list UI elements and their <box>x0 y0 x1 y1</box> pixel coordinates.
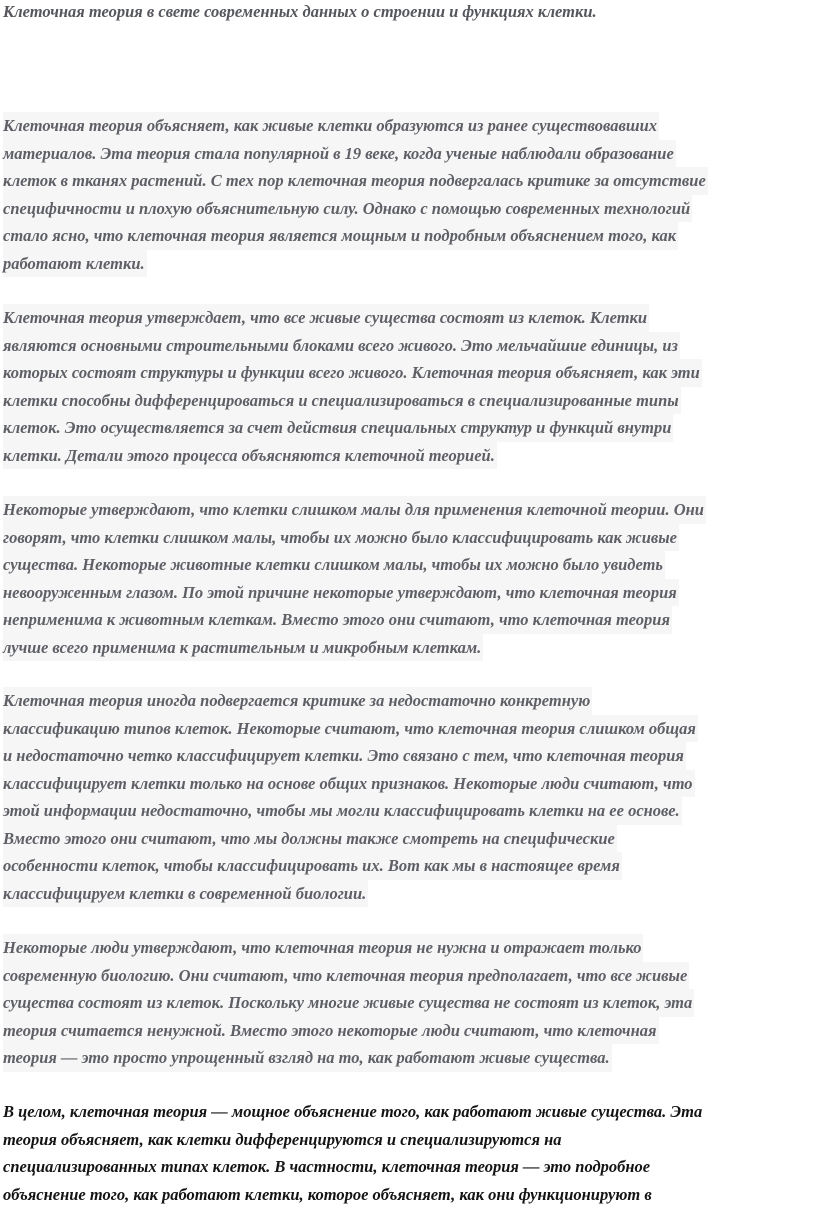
paragraph-line: особенности клеток, чтобы классифицировать их. Вот как мы в настоящее время <box>3 852 622 880</box>
paragraph-line: говорят, что клетки слишком малы, чтобы их можно было классифицировать как живые <box>3 524 679 552</box>
paragraph-line: Клеточная теория иногда подвергается критике за недостаточно конкретную <box>3 687 592 715</box>
paragraph-line: современную биологию. Они считают, что клеточная теория предполагает, что все живые <box>3 962 689 990</box>
paragraph-line: В целом, клеточная теория — мощное объяснение того, как работают живые существа. Эта <box>3 1098 704 1126</box>
paragraph-line: существа. Некоторые животные клетки слишком малы, чтобы их можно было увидеть <box>3 551 665 579</box>
paragraph-line: теория объясняет, как клетки дифференцируются и специализируются на <box>3 1126 564 1154</box>
paragraph-line: Клеточная теория утверждает, что все живые существа состоят из клеток. Клетки <box>3 304 649 332</box>
paragraph-line: классификацию типов клеток. Некоторые считают, что клеточная теория слишком общая <box>3 715 698 743</box>
paragraph-line: Некоторые утверждают, что клетки слишком малы для применения клеточной теории. Они <box>3 496 706 524</box>
paragraph-line: работают клетки. <box>3 250 147 278</box>
paragraph-line: этой информации недостаточно, чтобы мы могли классифицировать клетки на ее основе. <box>3 797 682 825</box>
paragraph-line: клетки. Детали этого процесса объясняются клеточной теорией. <box>3 442 497 470</box>
paragraph-line: которых состоят структуры и функции всего живого. Клеточная теория объясняет, как эти <box>3 359 702 387</box>
paragraph-line: клеток. Это осуществляется за счет действия специальных структур и функций внутри <box>3 414 673 442</box>
paragraph-line: неприменима к животным клеткам. Вместо этого они считают, что клеточная теория <box>3 606 672 634</box>
paragraph-line: существа состоят из клеток. Поскольку многие живые существа не состоят из клеток, эта <box>3 989 694 1017</box>
paragraph-line: классифицирует клетки только на основе общих признаков. Некоторые люди считают, что <box>3 770 695 798</box>
document-title: Клеточная теория в свете современных данных о строении и функциях клетки. <box>3 0 597 24</box>
paragraph-4 <box>3 687 698 907</box>
paragraph-line: Некоторые люди утверждают, что клеточная теория не нужна и отражает только <box>3 934 643 962</box>
paragraph-2 <box>3 304 702 469</box>
paragraph-line: являются основными строительными блоками всего живого. Это мельчайшие единицы, из <box>3 332 680 360</box>
paragraph-line: теория считается ненужной. Вместо этого некоторые люди считают, что клеточная <box>3 1017 659 1045</box>
paragraph-line: Клеточная теория объясняет, как живые клетки образуются из ранее существовавших <box>3 112 659 140</box>
paragraph-line: стало ясно, что клеточная теория является мощным и подробным объяснением того, как <box>3 222 678 250</box>
paragraph-6 <box>3 1098 704 1208</box>
paragraph-line: невооруженным глазом. По этой причине некоторые утверждают, что клеточная теория <box>3 579 679 607</box>
paragraph-line: Вместо этого они считают, что мы должны также смотреть на специфические <box>3 825 617 853</box>
paragraph-line: объяснение того, как работают клетки, которое объясняет, как они функционируют в <box>3 1181 654 1208</box>
paragraph-line: лучше всего применима к растительным и микробным клеткам. <box>3 634 483 662</box>
paragraph-line: классифицируем клетки в современной биологии. <box>3 880 368 908</box>
paragraph-line: специфичности и плохую объяснительную силу. Однако с помощью современных технологий <box>3 195 692 223</box>
paragraph-5 <box>3 934 694 1072</box>
paragraph-line: материалов. Эта теория стала популярной в 19 веке, когда ученые наблюдали образование <box>3 140 676 168</box>
paragraph-line: клеток в тканях растений. С тех пор клеточная теория подвергалась критике за отсутствие <box>3 167 708 195</box>
paragraph-line: специализированных типах клеток. В частности, клеточная теория — это подробное <box>3 1153 652 1181</box>
paragraph-line: и недостаточно четко классифицирует клетки. Это связано с тем, что клеточная теория <box>3 742 686 770</box>
paragraph-1 <box>3 112 708 277</box>
paragraph-line: клетки способны дифференцироваться и специализироваться в специализированные типы <box>3 387 681 415</box>
paragraph-line: теория — это просто упрощенный взгляд на то, как работают живые существа. <box>3 1044 612 1072</box>
paragraph-3 <box>3 496 706 661</box>
